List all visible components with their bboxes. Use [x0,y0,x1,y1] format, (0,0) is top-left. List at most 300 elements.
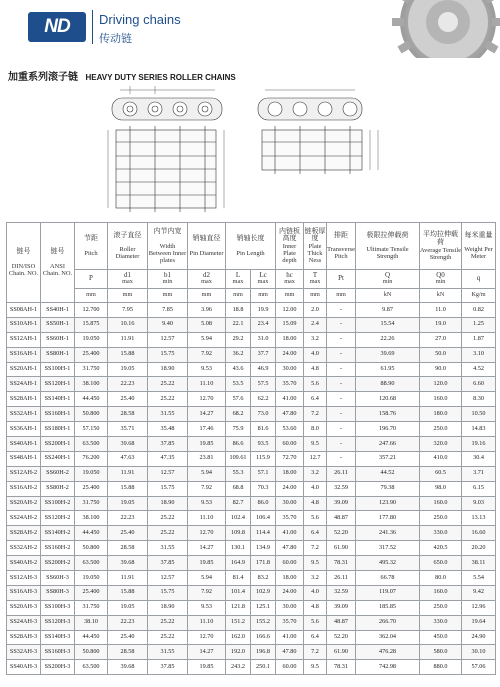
cell-din-chain-no: SS32AH-1 [7,407,41,422]
cell-inner-width: 31.55 [148,407,188,422]
cell-average-tensile: 90.0 [420,362,462,377]
cell-pin-diameter: 14.27 [188,645,226,660]
cell-average-tensile: 250.0 [420,511,462,526]
cell-pitch: 31.750 [75,362,108,377]
cell-inner-width: 15.75 [148,585,188,600]
cell-plate-thickness: 7.2 [304,407,327,422]
cell-weight-per-meter: 14.83 [462,422,496,437]
cell-ultimate-tensile: 266.70 [356,615,420,630]
cell-pin-length-lc: 106.4 [251,511,276,526]
header-unit: mm [148,289,188,303]
cell-din-chain-no: SS28AH-3 [7,630,41,645]
cell-pitch: 50.800 [75,645,108,660]
cell-transverse-pitch: - [327,377,356,392]
cell-pin-length-l: 162.0 [226,630,251,645]
cell-average-tensile: 98.0 [420,481,462,496]
cell-roller-diameter: 15.88 [108,585,148,600]
cell-inner-plate-depth: 35.70 [276,511,304,526]
cell-pin-diameter: 7.92 [188,481,226,496]
table-row [7,392,496,407]
cell-plate-thickness: 2.0 [304,303,327,318]
table-row [7,571,496,586]
cell-pin-length-l: 55.3 [226,466,251,481]
header-unit: mm [251,289,276,303]
cell-pin-diameter: 12.70 [188,630,226,645]
cell-din-chain-no: SS20AH-3 [7,600,41,615]
cell-roller-diameter: 39.68 [108,660,148,675]
cell-din-chain-no: SS16AH-1 [7,347,41,362]
cell-pin-length-l: 53.5 [226,377,251,392]
cell-pin-diameter: 11.10 [188,511,226,526]
cell-pin-length-lc: 102.9 [251,585,276,600]
cell-inner-plate-depth: 15.09 [276,317,304,332]
cell-transverse-pitch: 39.09 [327,600,356,615]
cell-din-chain-no: SS24AH-2 [7,511,41,526]
cell-weight-per-meter: 20.20 [462,541,496,556]
cell-pin-length-l: 121.8 [226,600,251,615]
cell-transverse-pitch: 78.31 [327,660,356,675]
cell-ansi-chain-no: SS200H-3 [41,660,75,675]
cell-din-chain-no: SS28AH-2 [7,526,41,541]
cell-din-chain-no: SS24AH-3 [7,615,41,630]
cell-average-tensile: 11.0 [420,303,462,318]
header-roller-diameter: 滚子直径 Roller Diameter [108,223,148,270]
table-row [7,630,496,645]
table-row [7,466,496,481]
cell-roller-diameter: 28.58 [108,541,148,556]
cell-pin-length-l: 82.7 [226,496,251,511]
cell-pin-diameter: 5.08 [188,317,226,332]
cell-pin-length-lc: 125.1 [251,600,276,615]
cell-ultimate-tensile: 39.69 [356,347,420,362]
cell-pin-length-lc: 73.0 [251,407,276,422]
cell-average-tensile: 410.0 [420,451,462,466]
cell-plate-thickness: 4.0 [304,481,327,496]
cell-weight-per-meter: 1.87 [462,332,496,347]
header-unit: mm [304,289,327,303]
cell-weight-per-meter: 16.60 [462,526,496,541]
header-title-en: Driving chains [99,12,181,27]
header-sym-l: L max [226,270,251,289]
cell-ansi-chain-no: SS60H-2 [41,466,75,481]
cell-pin-length-lc: 171.8 [251,556,276,571]
cell-pin-diameter: 19.85 [188,660,226,675]
table-row [7,377,496,392]
cell-inner-plate-depth: 30.00 [276,600,304,615]
cell-average-tensile: 160.0 [420,496,462,511]
cell-ultimate-tensile: 119.07 [356,585,420,600]
chain-side-view-drawing-2 [258,90,362,120]
cell-ansi-chain-no: SS140H-2 [41,526,75,541]
cell-pin-length-l: 109.8 [226,526,251,541]
cell-transverse-pitch: 39.09 [327,496,356,511]
cell-pitch: 15.875 [75,317,108,332]
cell-pin-length-lc: 19.9 [251,303,276,318]
cell-din-chain-no: SS12AH-1 [7,332,41,347]
cell-plate-thickness: 4.8 [304,600,327,615]
cell-ultimate-tensile: 241.36 [356,526,420,541]
cell-transverse-pitch: 52.20 [327,526,356,541]
table-row [7,422,496,437]
cell-transverse-pitch: - [327,392,356,407]
cell-inner-width: 12.57 [148,466,188,481]
cell-average-tensile: 250.0 [420,422,462,437]
cell-ultimate-tensile: 357.21 [356,451,420,466]
cell-average-tensile: 250.0 [420,600,462,615]
cell-inner-width: 15.75 [148,347,188,362]
cell-pitch: 63.500 [75,437,108,452]
cell-roller-diameter: 47.63 [108,451,148,466]
cell-plate-thickness: 8.0 [304,422,327,437]
cell-pin-length-lc: 23.4 [251,317,276,332]
cell-weight-per-meter: 19.64 [462,615,496,630]
cell-plate-thickness: 4.0 [304,585,327,600]
cell-pin-length-lc: 31.0 [251,332,276,347]
cell-pin-diameter: 9.53 [188,600,226,615]
cell-weight-per-meter: 19.16 [462,437,496,452]
cell-ultimate-tensile: 177.80 [356,511,420,526]
cell-pin-diameter: 5.94 [188,571,226,586]
cell-ultimate-tensile: 66.78 [356,571,420,586]
cell-inner-plate-depth: 35.70 [276,377,304,392]
header-divider [92,10,93,44]
cell-roller-diameter: 11.91 [108,571,148,586]
cell-pin-length-l: 68.2 [226,407,251,422]
cell-pin-diameter: 9.53 [188,496,226,511]
cell-ultimate-tensile: 742.98 [356,660,420,675]
cell-roller-diameter: 11.91 [108,332,148,347]
cell-inner-plate-depth: 30.00 [276,362,304,377]
table-row [7,600,496,615]
cell-pin-length-l: 243.2 [226,660,251,675]
cell-ansi-chain-no: SS50H-1 [41,317,75,332]
cell-ultimate-tensile: 247.66 [356,437,420,452]
section-title-en: HEAVY DUTY SERIES ROLLER CHAINS [85,73,236,82]
table-row [7,660,496,675]
cell-pin-length-l: 68.8 [226,481,251,496]
cell-pin-length-l: 86.6 [226,437,251,452]
cell-ultimate-tensile: 317.52 [356,541,420,556]
cell-pin-diameter: 9.53 [188,362,226,377]
cell-pin-length-l: 22.1 [226,317,251,332]
cell-roller-diameter: 39.68 [108,556,148,571]
cell-transverse-pitch: 32.59 [327,585,356,600]
cell-roller-diameter: 19.05 [108,600,148,615]
cell-weight-per-meter: 9.42 [462,585,496,600]
cell-weight-per-meter: 57.06 [462,660,496,675]
cell-weight-per-meter: 6.15 [462,481,496,496]
cell-ultimate-tensile: 120.68 [356,392,420,407]
cell-pin-diameter: 11.10 [188,615,226,630]
cell-transverse-pitch: 48.87 [327,511,356,526]
cell-weight-per-meter: 3.71 [462,466,496,481]
cell-plate-thickness: 6.4 [304,630,327,645]
cell-roller-diameter: 22.23 [108,377,148,392]
header-plate-thickness: 链板厚度 Plate Thick Ness [304,223,327,270]
cell-pin-diameter: 19.85 [188,556,226,571]
cell-inner-width: 35.48 [148,422,188,437]
cell-din-chain-no: SS24AH-1 [7,377,41,392]
cell-plate-thickness: 4.8 [304,362,327,377]
cell-inner-plate-depth: 60.00 [276,556,304,571]
cell-inner-width: 25.22 [148,630,188,645]
cell-pin-length-lc: 155.2 [251,615,276,630]
cell-transverse-pitch: - [327,317,356,332]
cell-pin-length-l: 18.8 [226,303,251,318]
cell-pin-length-lc: 196.8 [251,645,276,660]
header-weight-per-meter: 每米重量 Weight Per Meter [462,223,496,270]
cell-ansi-chain-no: SS200H-1 [41,437,75,452]
cell-transverse-pitch: - [327,332,356,347]
cell-inner-plate-depth: 41.00 [276,630,304,645]
cell-inner-plate-depth: 24.00 [276,481,304,496]
table-row [7,541,496,556]
cell-inner-plate-depth: 53.60 [276,422,304,437]
cell-pitch: 38.10 [75,615,108,630]
cell-pin-length-lc: 46.9 [251,362,276,377]
cell-transverse-pitch: - [327,362,356,377]
header-pin-length: 销轴长度 Pin Length [226,223,276,270]
table-row [7,332,496,347]
cell-pin-diameter: 14.27 [188,407,226,422]
cell-plate-thickness: 6.4 [304,392,327,407]
cell-plate-thickness: 5.6 [304,615,327,630]
cell-pin-length-lc: 70.3 [251,481,276,496]
cell-pin-length-l: 57.6 [226,392,251,407]
cell-pin-length-l: 130.1 [226,541,251,556]
cell-average-tensile: 60.5 [420,466,462,481]
cell-inner-plate-depth: 60.00 [276,437,304,452]
cell-ansi-chain-no: SS60H-3 [41,571,75,586]
cell-inner-plate-depth: 18.00 [276,466,304,481]
cell-transverse-pitch: 32.59 [327,481,356,496]
cell-average-tensile: 320.0 [420,437,462,452]
cell-weight-per-meter: 24.90 [462,630,496,645]
cell-pin-length-l: 75.9 [226,422,251,437]
cell-pin-diameter: 5.94 [188,466,226,481]
cell-roller-diameter: 25.40 [108,526,148,541]
cell-average-tensile: 160.0 [420,585,462,600]
header-sym-pt: Pt [327,270,356,289]
cell-ansi-chain-no: SS120H-3 [41,615,75,630]
cell-average-tensile: 330.0 [420,526,462,541]
cell-pin-length-l: 102.4 [226,511,251,526]
cell-pin-diameter: 19.85 [188,437,226,452]
cell-pin-length-l: 101.4 [226,585,251,600]
cell-transverse-pitch: 48.87 [327,615,356,630]
cell-pin-length-lc: 62.2 [251,392,276,407]
header-sym-q: Q min [356,270,420,289]
table-row [7,556,496,571]
cell-pin-length-l: 109.61 [226,451,251,466]
specification-table [6,222,496,675]
cell-ansi-chain-no: SS80H-2 [41,481,75,496]
cell-pitch: 38.100 [75,377,108,392]
cell-average-tensile: 160.0 [420,392,462,407]
cell-inner-width: 9.40 [148,317,188,332]
cell-ultimate-tensile: 79.38 [356,481,420,496]
cell-din-chain-no: SS32AH-3 [7,645,41,660]
cell-pin-length-l: 43.6 [226,362,251,377]
cell-inner-plate-depth: 47.80 [276,407,304,422]
cell-pitch: 50.800 [75,541,108,556]
cell-pitch: 19.050 [75,571,108,586]
cell-ultimate-tensile: 9.87 [356,303,420,318]
cell-roller-diameter: 19.05 [108,362,148,377]
cell-transverse-pitch: 61.90 [327,541,356,556]
cell-weight-per-meter: 9.03 [462,496,496,511]
header-sym-q0: Q0 min [420,270,462,289]
cell-transverse-pitch: 26.11 [327,571,356,586]
cell-pin-length-lc: 83.2 [251,571,276,586]
cell-inner-width: 25.22 [148,615,188,630]
gear-icon [370,0,500,58]
cell-din-chain-no: SS48AH-1 [7,451,41,466]
cell-inner-plate-depth: 60.00 [276,660,304,675]
cell-inner-plate-depth: 30.00 [276,496,304,511]
cell-pitch: 63.500 [75,660,108,675]
cell-ultimate-tensile: 196.70 [356,422,420,437]
header-sym-d2: d2 max [188,270,226,289]
cell-din-chain-no: SS12AH-2 [7,466,41,481]
header-sym-b1: b1 min [148,270,188,289]
header-ansi-chain-no: 链号 ANSI Chain. NO. [41,223,75,303]
header-banner [0,0,500,58]
header-unit: kN [356,289,420,303]
cell-pin-diameter: 12.70 [188,392,226,407]
cell-ansi-chain-no: SS40H-1 [41,303,75,318]
cell-ansi-chain-no: SS180H-1 [41,422,75,437]
cell-din-chain-no: SS20AH-2 [7,496,41,511]
cell-average-tensile: 19.0 [420,317,462,332]
cell-pin-length-lc: 134.9 [251,541,276,556]
cell-pin-diameter: 3.96 [188,303,226,318]
cell-plate-thickness: 3.2 [304,332,327,347]
cell-plate-thickness: 9.5 [304,437,327,452]
header-sym-lc: Lc max [251,270,276,289]
cell-plate-thickness: 12.7 [304,451,327,466]
cell-roller-diameter: 10.16 [108,317,148,332]
cell-din-chain-no: SS16AH-2 [7,481,41,496]
table-row [7,303,496,318]
header-sym-weight: q [462,270,496,289]
cell-inner-plate-depth: 41.00 [276,526,304,541]
cell-roller-diameter: 35.71 [108,422,148,437]
cell-inner-width: 7.85 [148,303,188,318]
cell-average-tensile: 580.0 [420,645,462,660]
cell-pin-length-lc: 166.6 [251,630,276,645]
cell-plate-thickness: 4.8 [304,496,327,511]
cell-pitch: 63.500 [75,556,108,571]
header-unit: mm [188,289,226,303]
cell-ultimate-tensile: 185.85 [356,600,420,615]
table-row [7,362,496,377]
header-sym-d1: d1 max [108,270,148,289]
cell-pin-length-lc: 250.1 [251,660,276,675]
chain-side-view-drawing [112,86,222,120]
header-inner-plate-depth: 内链板高度 Inner Plate depth [276,223,304,270]
cell-transverse-pitch: - [327,303,356,318]
cell-pin-length-lc: 115.9 [251,451,276,466]
cell-pin-length-l: 36.2 [226,347,251,362]
cell-average-tensile: 120.0 [420,377,462,392]
cell-roller-diameter: 15.88 [108,481,148,496]
cell-din-chain-no: SS08AH-1 [7,303,41,318]
cell-plate-thickness: 5.6 [304,511,327,526]
cell-pin-length-l: 192.0 [226,645,251,660]
cell-inner-width: 12.57 [148,332,188,347]
cell-plate-thickness: 3.2 [304,466,327,481]
cell-roller-diameter: 28.58 [108,645,148,660]
cell-din-chain-no: SS28AH-1 [7,392,41,407]
cell-pitch: 57.150 [75,422,108,437]
cell-inner-plate-depth: 47.80 [276,541,304,556]
table-row [7,451,496,466]
cell-inner-plate-depth: 35.70 [276,615,304,630]
cell-weight-per-meter: 4.52 [462,362,496,377]
cell-pin-diameter: 23.81 [188,451,226,466]
cell-inner-plate-depth: 18.00 [276,571,304,586]
cell-pin-length-l: 29.2 [226,332,251,347]
cell-ansi-chain-no: SS100H-2 [41,496,75,511]
cell-din-chain-no: SS36AH-1 [7,422,41,437]
cell-plate-thickness: 7.2 [304,541,327,556]
cell-ultimate-tensile: 362.04 [356,630,420,645]
cell-transverse-pitch: - [327,347,356,362]
cell-ansi-chain-no: SS60H-1 [41,332,75,347]
cell-ultimate-tensile: 158.76 [356,407,420,422]
cell-inner-width: 37.85 [148,437,188,452]
cell-pin-diameter: 12.70 [188,526,226,541]
cell-inner-width: 18.90 [148,600,188,615]
cell-pin-length-lc: 86.0 [251,496,276,511]
cell-weight-per-meter: 8.30 [462,392,496,407]
table-row [7,347,496,362]
cell-inner-plate-depth: 24.00 [276,347,304,362]
cell-ansi-chain-no: SS200H-2 [41,556,75,571]
cell-pitch: 25.400 [75,585,108,600]
header-inner-width: 内节内宽 Width Between Inner plates [148,223,188,270]
cell-plate-thickness: 6.4 [304,526,327,541]
cell-ultimate-tensile: 476.28 [356,645,420,660]
cell-transverse-pitch: - [327,437,356,452]
cell-roller-diameter: 22.23 [108,511,148,526]
chain-plan-view-drawing [108,126,224,212]
cell-plate-thickness: 9.5 [304,660,327,675]
header-average-tensile: 平均拉伸载荷 Average Tensile Strength [420,223,462,270]
cell-pin-length-l: 81.4 [226,571,251,586]
table-row [7,496,496,511]
table-body [7,303,496,675]
cell-inner-width: 31.55 [148,645,188,660]
cell-roller-diameter: 39.68 [108,437,148,452]
cell-average-tensile: 650.0 [420,556,462,571]
cell-pin-diameter: 17.46 [188,422,226,437]
cell-pin-diameter: 11.10 [188,377,226,392]
cell-inner-width: 31.55 [148,541,188,556]
cell-transverse-pitch: - [327,451,356,466]
cell-pin-length-lc: 37.7 [251,347,276,362]
cell-roller-diameter: 22.23 [108,615,148,630]
cell-weight-per-meter: 12.96 [462,600,496,615]
cell-average-tensile: 880.0 [420,660,462,675]
cell-weight-per-meter: 30.10 [462,645,496,660]
cell-roller-diameter: 25.40 [108,630,148,645]
cell-din-chain-no: SS40AH-1 [7,437,41,452]
cell-inner-width: 18.90 [148,362,188,377]
cell-ansi-chain-no: SS240H-1 [41,451,75,466]
cell-roller-diameter: 25.40 [108,392,148,407]
